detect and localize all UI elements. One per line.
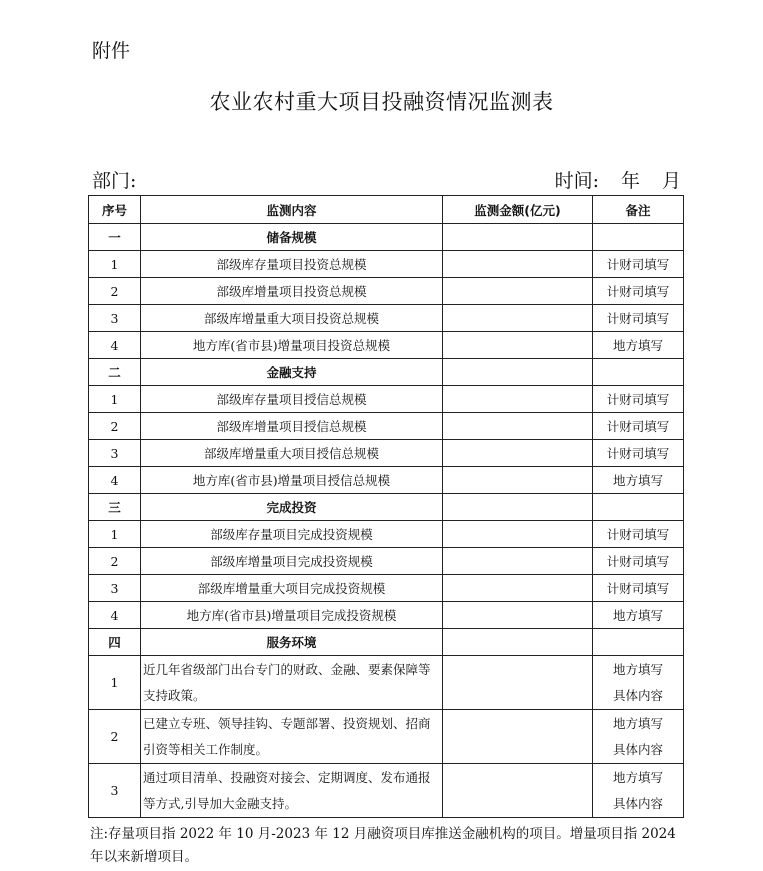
amount-cell[interactable] xyxy=(443,386,593,413)
amount-cell[interactable] xyxy=(443,656,593,710)
monitoring-table xyxy=(88,195,684,818)
note-cell xyxy=(593,494,684,521)
amount-cell[interactable] xyxy=(443,764,593,818)
row-content: 部级库增量重大项目完成投资规模 xyxy=(141,575,443,602)
row-note: 计财司填写 xyxy=(593,440,684,467)
row-note: 计财司填写 xyxy=(593,278,684,305)
table-row xyxy=(89,278,684,305)
row-content: 部级库存量项目投资总规模 xyxy=(141,251,443,278)
amount-cell[interactable] xyxy=(443,494,593,521)
row-note-line: 具体内容 xyxy=(612,687,663,703)
row-note: 地方填写 xyxy=(593,332,684,359)
section-number: 四 xyxy=(89,629,141,656)
row-content xyxy=(141,710,443,764)
section-row xyxy=(89,359,684,386)
row-note: 计财司填写 xyxy=(593,548,684,575)
section-row xyxy=(89,494,684,521)
row-note xyxy=(593,656,684,710)
row-content xyxy=(141,764,443,818)
year-label: 年 xyxy=(620,170,640,192)
table-row xyxy=(89,467,684,494)
section-row xyxy=(89,629,684,656)
section-title: 金融支持 xyxy=(141,359,443,386)
row-note-line: 具体内容 xyxy=(612,741,663,757)
row-number: 3 xyxy=(89,440,141,467)
row-content: 部级库增量重大项目投资总规模 xyxy=(141,305,443,332)
amount-cell[interactable] xyxy=(443,575,593,602)
amount-cell[interactable] xyxy=(443,521,593,548)
row-content-line: 等方式,引导加大金融支持。 xyxy=(143,795,297,811)
note-cell xyxy=(593,359,684,386)
note-cell xyxy=(593,224,684,251)
amount-cell[interactable] xyxy=(443,332,593,359)
row-content-line: 近几年省级部门出台专门的财政、金融、要素保障等 xyxy=(143,661,431,677)
table-row xyxy=(89,440,684,467)
header-content: 监测内容 xyxy=(141,196,443,224)
section-title: 储备规模 xyxy=(141,224,443,251)
table-row xyxy=(89,710,684,764)
table-row xyxy=(89,656,684,710)
attachment-label: 附件 xyxy=(92,40,131,62)
footnote-line-1: 注:存量项目指 2022 年 10 月-2023 年 12 月融资项目库推送金融机构的项目。增量项目指 2024 xyxy=(90,826,676,842)
row-content: 地方库(省市县)增量项目授信总规模 xyxy=(141,467,443,494)
row-content-line: 引资等相关工作制度。 xyxy=(143,741,269,757)
table-row xyxy=(89,251,684,278)
row-number: 1 xyxy=(89,251,141,278)
time-label: 时间: xyxy=(554,170,599,192)
table-row xyxy=(89,305,684,332)
table-row xyxy=(89,764,684,818)
row-number: 1 xyxy=(89,521,141,548)
row-number: 2 xyxy=(89,278,141,305)
row-number: 2 xyxy=(89,710,141,764)
table-header-row xyxy=(89,196,684,224)
section-number: 一 xyxy=(89,224,141,251)
amount-cell[interactable] xyxy=(443,278,593,305)
section-number: 三 xyxy=(89,494,141,521)
row-content xyxy=(141,656,443,710)
amount-cell[interactable] xyxy=(443,224,593,251)
row-note-line: 地方填写 xyxy=(612,715,663,731)
time-field xyxy=(555,166,681,193)
row-content: 部级库存量项目授信总规模 xyxy=(141,386,443,413)
row-number: 3 xyxy=(89,764,141,818)
row-content: 部级库增量重大项目授信总规模 xyxy=(141,440,443,467)
row-note-line: 地方填写 xyxy=(612,661,663,677)
row-note: 计财司填写 xyxy=(593,575,684,602)
table-row xyxy=(89,575,684,602)
footnote-line-2: 年以来新增项目。 xyxy=(90,849,198,865)
amount-cell[interactable] xyxy=(443,359,593,386)
header-amount: 监测金额(亿元) xyxy=(443,196,593,224)
department-label: 部门: xyxy=(92,170,137,192)
amount-cell[interactable] xyxy=(443,251,593,278)
amount-cell[interactable] xyxy=(443,710,593,764)
row-content-line: 通过项目清单、投融资对接会、定期调度、发布通报 xyxy=(143,769,431,785)
row-note-line: 地方填写 xyxy=(612,769,663,785)
page-title: 农业农村重大项目投融资情况监测表 xyxy=(209,90,554,114)
row-content: 地方库(省市县)增量项目完成投资规模 xyxy=(141,602,443,629)
section-title: 完成投资 xyxy=(141,494,443,521)
amount-cell[interactable] xyxy=(443,602,593,629)
row-number: 4 xyxy=(89,467,141,494)
row-number: 3 xyxy=(89,305,141,332)
row-content: 部级库增量项目完成投资规模 xyxy=(141,548,443,575)
row-note xyxy=(593,710,684,764)
section-number: 二 xyxy=(89,359,141,386)
amount-cell[interactable] xyxy=(443,440,593,467)
row-content: 部级库存量项目完成投资规模 xyxy=(141,521,443,548)
amount-cell[interactable] xyxy=(443,413,593,440)
amount-cell[interactable] xyxy=(443,305,593,332)
row-note: 地方填写 xyxy=(593,467,684,494)
header-note: 备注 xyxy=(593,196,684,224)
note-cell xyxy=(593,629,684,656)
section-title: 服务环境 xyxy=(141,629,443,656)
section-row xyxy=(89,224,684,251)
amount-cell[interactable] xyxy=(443,548,593,575)
row-note: 计财司填写 xyxy=(593,386,684,413)
row-note xyxy=(593,764,684,818)
table-row xyxy=(89,413,684,440)
table-row xyxy=(89,332,684,359)
row-number: 4 xyxy=(89,602,141,629)
row-content: 部级库增量项目投资总规模 xyxy=(141,278,443,305)
row-note: 计财司填写 xyxy=(593,251,684,278)
row-content: 部级库增量项目授信总规模 xyxy=(141,413,443,440)
amount-cell[interactable] xyxy=(443,629,593,656)
table-row xyxy=(89,548,684,575)
row-note: 计财司填写 xyxy=(593,413,684,440)
month-label: 月 xyxy=(661,170,681,192)
row-number: 2 xyxy=(89,548,141,575)
row-number: 4 xyxy=(89,332,141,359)
table-row xyxy=(89,602,684,629)
row-note: 地方填写 xyxy=(593,602,684,629)
row-content-line: 支持政策。 xyxy=(143,687,206,703)
row-note: 计财司填写 xyxy=(593,521,684,548)
row-note-line: 具体内容 xyxy=(612,795,663,811)
row-note: 计财司填写 xyxy=(593,305,684,332)
row-number: 1 xyxy=(89,386,141,413)
table-row xyxy=(89,386,684,413)
row-number: 2 xyxy=(89,413,141,440)
row-content: 地方库(省市县)增量项目投资总规模 xyxy=(141,332,443,359)
table-row xyxy=(89,521,684,548)
row-number: 3 xyxy=(89,575,141,602)
row-content-line: 已建立专班、领导挂钩、专题部署、投资规划、招商 xyxy=(143,715,431,731)
amount-cell[interactable] xyxy=(443,467,593,494)
header-number: 序号 xyxy=(89,196,141,224)
row-number: 1 xyxy=(89,656,141,710)
